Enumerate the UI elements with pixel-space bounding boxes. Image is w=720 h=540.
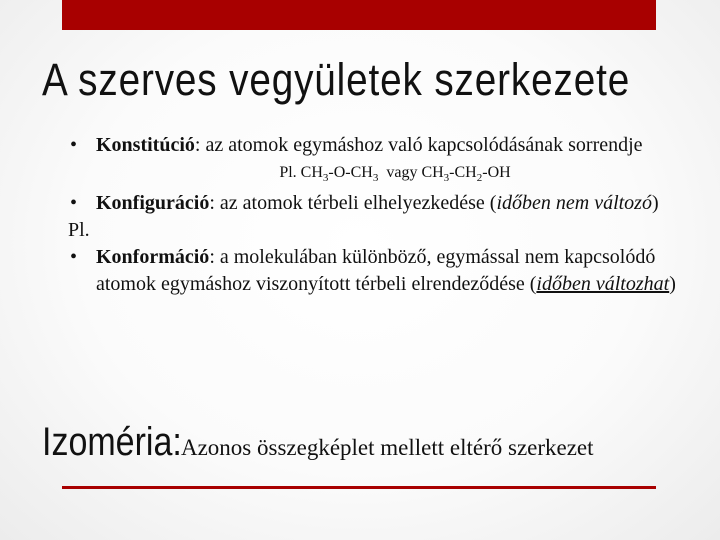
text-konstitucio: : az atomok egymáshoz való kapcsolódásának sorrendje: [194, 134, 643, 156]
italic-konformacio: időben változhat: [536, 273, 670, 296]
bullet-konstitucio: [70, 132, 680, 159]
example-formula: Pl. $CH_3-O-CH_3$ vagy $CH_3-CH_2-OH$: [279, 164, 511, 185]
izomeria-text: Azonos összegképlet mellett eltérő szerkezet: [176, 435, 594, 460]
bullet-dot: •: [70, 192, 78, 215]
bullet-dot: •: [70, 246, 78, 269]
italic-konfiguracio: időben nem változó: [496, 192, 652, 215]
bullet-dot: •: [70, 134, 78, 156]
bottom-accent-line: [62, 486, 656, 489]
pl-label: Pl.: [68, 219, 90, 242]
bullet-konformacio: • Konformáció: a molekulában különböző, egymással nem kapcsolódó atomok egymáshoz viszonyított térbeli elrendeződése (időben változhat): [70, 246, 676, 296]
izomeria-line: [42, 420, 594, 465]
top-accent-bar: [62, 0, 656, 30]
text-konfiguracio: : az atomok térbeli elhelyezkedése (: [209, 192, 497, 215]
izomeria-label: Izoméria:: [42, 420, 182, 464]
slide-content: [70, 132, 680, 298]
slide-title: A szerves vegyületek szerkezete: [42, 54, 631, 105]
text-konformacio: : a molekulában különböző, egymással nem kapcsolódó atomok egymáshoz viszonyított térbeli elrendeződése (: [96, 246, 656, 296]
term-konstitucio: Konstitúció: [96, 134, 195, 156]
bullet-konfiguracio: • Konfiguráció: az atomok térbeli elhelyezkedése (időben nem változó): [70, 190, 680, 217]
term-konformacio: Konformáció: [96, 246, 210, 269]
term-konfiguracio: Konfiguráció: [96, 192, 210, 215]
